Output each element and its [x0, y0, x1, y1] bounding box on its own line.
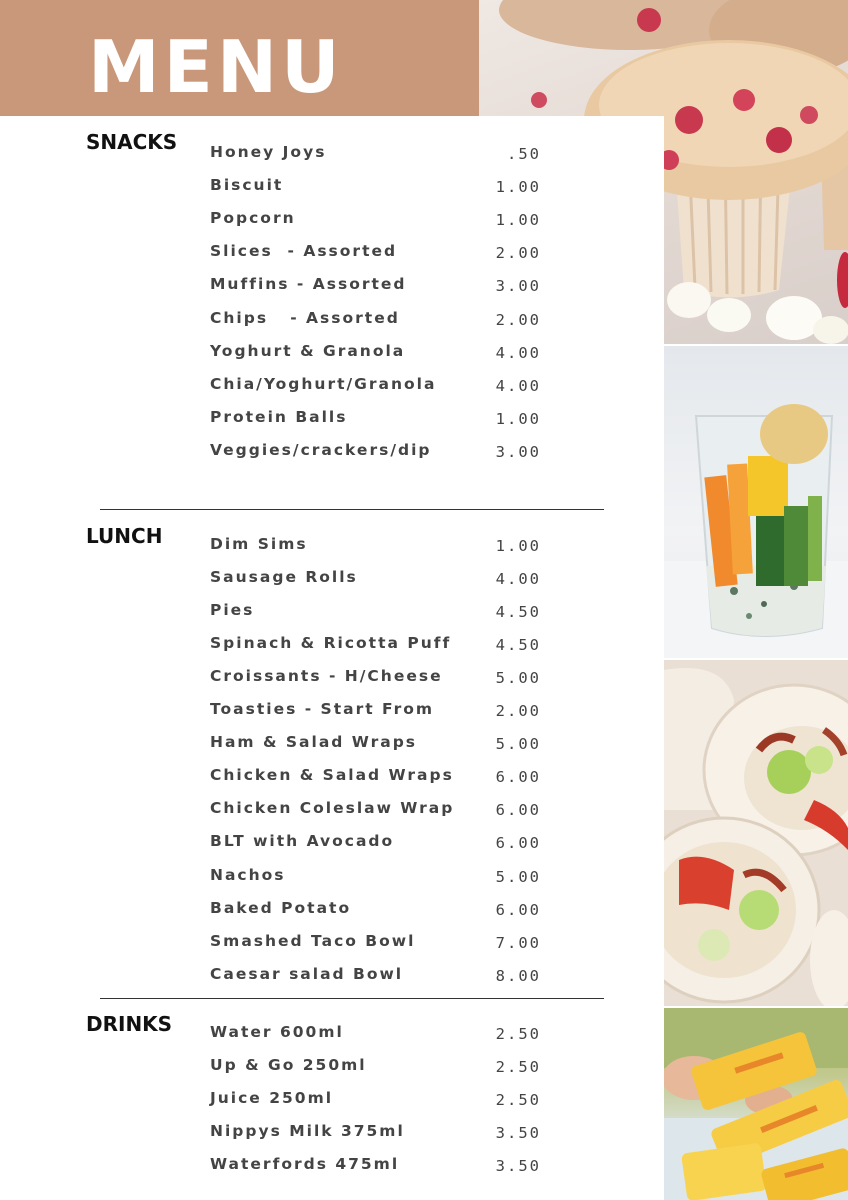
item-price: .50 [507, 145, 541, 163]
item-name: Veggies/crackers/dip [210, 441, 432, 459]
item-name: Ham & Salad Wraps [210, 733, 418, 751]
item-name: Sausage Rolls [210, 568, 358, 586]
item-name: Toasties - Start From [210, 700, 435, 718]
item-price: 2.50 [495, 1025, 541, 1043]
item-name: Nippys Milk 375ml [210, 1122, 405, 1140]
item-name: Up & Go 250ml [210, 1056, 367, 1074]
section-title-drinks: DRINKS [86, 1012, 173, 1036]
menu-item [0, 567, 600, 600]
menu-item [0, 175, 600, 208]
item-price: 2.00 [495, 311, 541, 329]
menu-item [0, 1121, 600, 1154]
menu-item [0, 142, 600, 175]
item-price: 1.00 [495, 211, 541, 229]
item-name: Chips - Assorted [210, 309, 400, 327]
item-name: Pies [210, 601, 255, 619]
item-name: Caesar salad Bowl [210, 965, 404, 983]
juice-icepops-photo [664, 1008, 848, 1200]
menu-item [0, 666, 600, 699]
item-name: Muffins - Assorted [210, 275, 407, 293]
menu-item [0, 274, 600, 307]
page-title: MENU [88, 25, 344, 109]
item-name: Juice 250ml [210, 1089, 334, 1107]
item-name: Chia/Yoghurt/Granola [210, 375, 437, 393]
menu-panel [0, 116, 664, 1200]
item-price: 4.00 [495, 344, 541, 362]
item-price: 8.00 [495, 967, 541, 985]
item-price: 3.00 [495, 443, 541, 461]
item-name: Protein Balls [210, 408, 348, 426]
item-price: 4.50 [495, 636, 541, 654]
section-divider [100, 998, 604, 999]
item-price: 3.00 [495, 277, 541, 295]
menu-item [0, 964, 600, 997]
item-price: 3.50 [495, 1157, 541, 1175]
item-name: Biscuit [210, 176, 284, 194]
item-price: 3.50 [495, 1124, 541, 1142]
menu-item [0, 1088, 600, 1121]
menu-item [0, 732, 600, 765]
menu-item [0, 440, 600, 473]
menu-item [0, 865, 600, 898]
item-price: 4.00 [495, 377, 541, 395]
item-name: Chicken & Salad Wraps [210, 766, 454, 784]
item-name: Slices - Assorted [210, 242, 398, 260]
menu-item [0, 208, 600, 241]
veggie-cup-photo [664, 346, 848, 658]
item-name: Croissants - H/Cheese [210, 667, 443, 685]
item-price: 1.00 [495, 178, 541, 196]
item-name: Waterfords 475ml [210, 1155, 400, 1173]
item-name: Baked Potato [210, 899, 352, 917]
item-name: Honey Joys [210, 143, 327, 161]
item-name: Dim Sims [210, 535, 308, 553]
item-price: 2.00 [495, 702, 541, 720]
item-name: Nachos [210, 866, 286, 884]
item-price: 6.00 [495, 901, 541, 919]
item-name: Popcorn [210, 209, 296, 227]
menu-item [0, 633, 600, 666]
item-price: 5.00 [495, 669, 541, 687]
item-price: 1.00 [495, 410, 541, 428]
item-price: 4.00 [495, 570, 541, 588]
item-price: 2.00 [495, 244, 541, 262]
item-price: 2.50 [495, 1058, 541, 1076]
item-price: 5.00 [495, 735, 541, 753]
menu-item [0, 699, 600, 732]
item-price: 2.50 [495, 1091, 541, 1109]
item-name: Chicken Coleslaw Wrap [210, 799, 455, 817]
wraps-photo [664, 660, 848, 1006]
menu-item [0, 308, 600, 341]
section-divider [100, 509, 604, 510]
item-price: 6.00 [495, 834, 541, 852]
item-price: 1.00 [495, 537, 541, 555]
item-price: 6.00 [495, 768, 541, 786]
item-name: Water 600ml [210, 1023, 344, 1041]
item-name: Smashed Taco Bowl [210, 932, 416, 950]
menu-item [0, 534, 600, 567]
menu-item [0, 374, 600, 407]
menu-item [0, 765, 600, 798]
menu-item [0, 1022, 600, 1055]
menu-item [0, 600, 600, 633]
menu-item [0, 931, 600, 964]
menu-item [0, 898, 600, 931]
menu-item [0, 241, 600, 274]
menu-item [0, 341, 600, 374]
item-price: 6.00 [495, 801, 541, 819]
item-price: 7.00 [495, 934, 541, 952]
menu-item [0, 1055, 600, 1088]
item-name: Spinach & Ricotta Puff [210, 634, 452, 652]
item-price: 4.50 [495, 603, 541, 621]
menu-item [0, 407, 600, 440]
section-title-lunch: LUNCH [86, 524, 163, 548]
menu-item [0, 831, 600, 864]
menu-item [0, 1154, 600, 1187]
item-name: BLT with Avocado [210, 832, 395, 850]
menu-item [0, 798, 600, 831]
item-name: Yoghurt & Granola [210, 342, 406, 360]
section-title-snacks: SNACKS [86, 130, 178, 154]
item-price: 5.00 [495, 868, 541, 886]
menu-header [0, 0, 479, 116]
